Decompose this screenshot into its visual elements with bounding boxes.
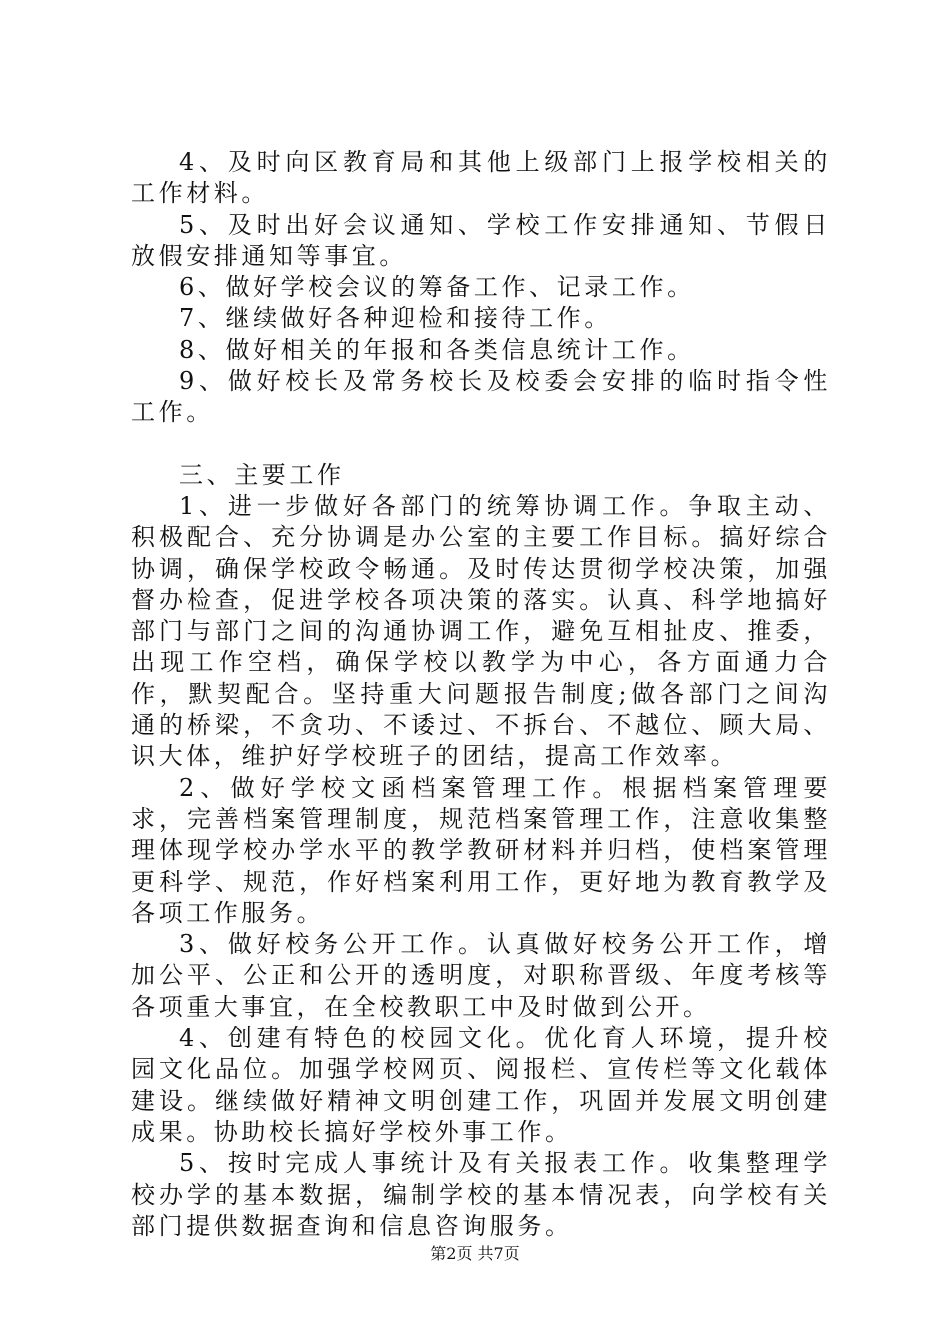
main-work-paragraph-4: 4、创建有特色的校园文化。优化育人环境，提升校园文化品位。加强学校网页、阅报栏、宣传栏等文化载体建设。继续做好精神文明创建工作，巩固并发展文明创建成果。协助校长搞好学校外事工作。 <box>131 1024 831 1146</box>
page-number-footer: 第2页 共7页 <box>430 1244 520 1263</box>
paragraph-item-6: 6、做好学校会议的筹备工作、记录工作。 <box>179 273 695 302</box>
paragraph-item-5: 5、及时出好会议通知、学校工作安排通知、节假日放假安排通知等事宜。 <box>131 210 831 270</box>
main-work-paragraph-5: 5、按时完成人事统计及有关报表工作。收集整理学校办学的基本数据，编制学校的基本情况表，向学校有关部门提供数据查询和信息咨询服务。 <box>131 1149 831 1240</box>
section-heading: 三、主要工作 <box>179 460 345 489</box>
paragraph-item-7: 7、继续做好各种迎检和接待工作。 <box>179 304 612 333</box>
document-body <box>131 147 831 1242</box>
paragraph-item-4: 4、及时向区教育局和其他上级部门上报学校相关的工作材料。 <box>131 148 831 208</box>
main-work-paragraph-2: 2、做好学校文函档案管理工作。根据档案管理要求，完善档案管理制度，规范档案管理工作，注意收集整理体现学校办学水平的教学教研材料并归档，使档案管理更科学、规范，作好档案利用工作，更好地为教育教学及各项工作服务。 <box>131 773 831 927</box>
main-work-paragraph-1: 1、进一步做好各部门的统筹协调工作。争取主动、积极配合、充分协调是办公室的主要工作目标。搞好综合协调，确保学校政令畅通。及时传达贯彻学校决策，加强督办检查，促进学校各项决策的落实。认真、科学地搞好部门与部门之间的沟通协调工作，避免互相扯皮、推委，出现工作空档，确保学校以教学为中心，各方面通力合作，默契配合。坚持重大问题报告制度;做各部门之间沟通的桥梁，不贪功、不诿过、不拆台、不越位、顾大局、识大体，维护好学校班子的团结，提高工作效率。 <box>131 491 831 771</box>
paragraph-item-8: 8、做好相关的年报和各类信息统计工作。 <box>179 335 695 364</box>
main-work-paragraph-3: 3、做好校务公开工作。认真做好校务公开工作，增加公平、公正和公开的透明度，对职称晋级、年度考核等各项重大事宜，在全校教职工中及时做到公开。 <box>131 930 831 1021</box>
paragraph-item-9: 9、做好校长及常务校长及校委会安排的临时指令性工作。 <box>131 367 831 427</box>
